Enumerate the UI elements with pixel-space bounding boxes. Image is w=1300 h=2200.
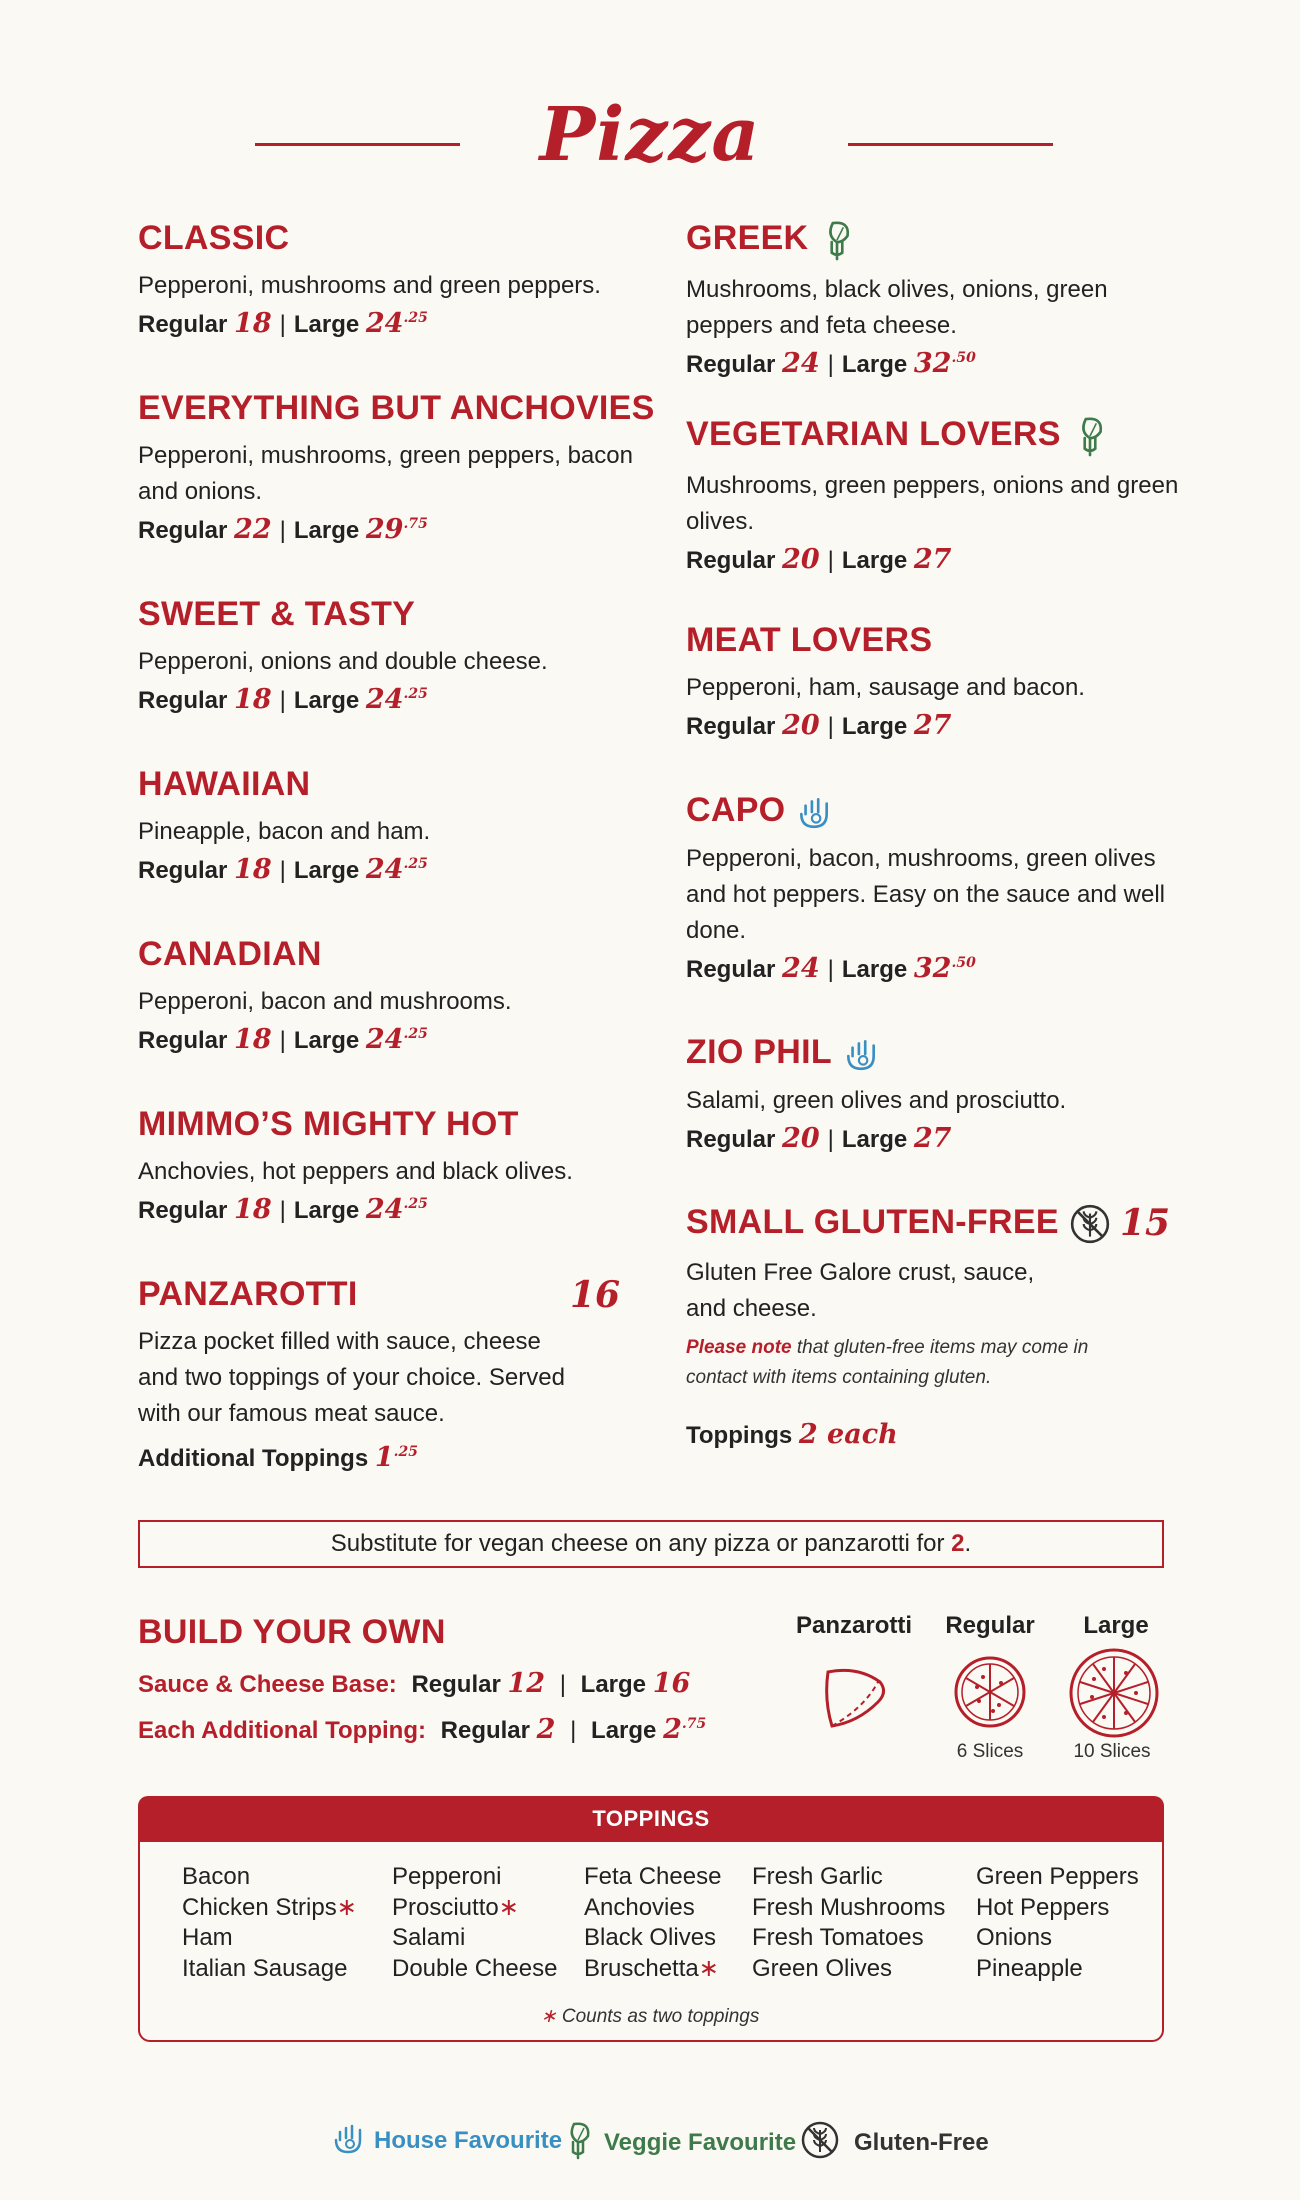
additional-toppings-label: Additional Toppings [138,1445,369,1472]
house-icon [795,793,833,831]
price-line [138,854,658,885]
regular-price: 18 [234,308,272,339]
item-description: Mushrooms, black olives, onions, green peppers and feta cheese. [686,276,1108,340]
large-label: Large [293,311,360,338]
large-label: Large [293,687,360,714]
menu-item [686,218,1186,379]
item-name: CANADIAN [138,935,322,973]
regular-label: Regular [138,857,228,884]
price-line [138,514,658,545]
separator: | [279,857,286,884]
large-price: 27 [913,710,952,741]
regular-price: 18 [234,854,272,885]
separator: | [827,351,834,379]
size-label-regular: Regular [945,1612,1035,1639]
legend-house [330,2120,562,2156]
base-large-price: 16 [652,1668,691,1699]
size-label-panzarotti: Panzarotti [795,1612,912,1639]
item-name: GREEK [686,218,1186,262]
topping-price-line [138,1714,706,1745]
item-name: VEGETARIAN LOVERS [686,414,1186,458]
regular-price: 20 [782,710,820,741]
price-line [686,710,1186,741]
item-name: CAPO [686,790,1186,831]
regular-slices: 6 Slices [956,1741,1024,1762]
menu-item [686,414,1186,575]
large-label: Large [841,547,908,575]
regular-price: 24 [782,953,820,985]
price-line [138,1024,658,1055]
additional-toppings-line [138,1442,658,1473]
topping-item: Fresh Mushrooms [752,1893,946,1921]
regular-label: Regular [686,956,776,984]
item-name: ZIO PHIL [686,1032,1186,1073]
large-price: $24^{.25}$ [365,854,428,885]
topping-item: Feta Cheese [584,1863,722,1890]
separator: | [279,687,286,714]
size-label-large: Large [1083,1612,1149,1639]
large-label: Large [841,956,908,984]
topping-item: Green Peppers [976,1863,1139,1890]
price-line [138,308,658,339]
toppings-column [392,1862,557,1984]
topping-item: Fresh Tomatoes [752,1924,924,1951]
separator: | [279,1027,286,1054]
topping-item: Hot Peppers [976,1893,1110,1921]
topping-item: Fresh Garlic [752,1863,883,1890]
vegan-substitute-note [138,1520,1164,1568]
regular-label: Regular [686,713,776,740]
separator: | [279,517,286,544]
footnote-text: Counts as two toppings [561,2006,760,2027]
gluten-free-icon [1069,1203,1111,1245]
menu-item [138,764,658,885]
gluten-toppings-line: Toppings 2 each [686,1419,898,1451]
large-price: $32^{.50}$ [913,348,976,380]
base-label: Sauce & Cheese Base: [138,1671,397,1698]
item-description: Pepperoni, bacon and mushrooms. [138,988,512,1015]
large-price: 27 [913,1123,952,1155]
item-description: Salami, green olives and prosciutto. [686,1087,1067,1115]
topping-regular-label: Regular [440,1717,530,1744]
item-description: Pepperoni, ham, sausage and bacon. [686,674,1085,701]
house-icon [330,2120,366,2156]
vegan-text: Substitute for vegan cheese on any pizza or panzarotti for [330,1530,945,1557]
price-line [686,544,1186,575]
large-price: $24^{.25}$ [365,1194,428,1225]
toppings-header: TOPPINGS [138,1796,1164,1842]
menu-item [138,1104,658,1225]
topping-large-label: Large [591,1717,657,1744]
large-price: $24^{.25}$ [365,684,428,715]
large-label: Large [293,857,360,884]
menu-item-gluten-free [686,1202,1186,1450]
gluten-free-icon [800,2120,840,2160]
large-pizza-icon [1068,1647,1160,1739]
separator: | [279,1197,286,1224]
topping-item: Bruschetta∗ [584,1954,719,1982]
house-icon [842,1035,880,1073]
topping-item: Anchovies [584,1893,695,1921]
large-label: Large [841,351,908,379]
menu-item [138,594,658,715]
separator: | [279,311,286,338]
topping-item: Bacon [182,1863,251,1890]
topping-item: Double Cheese [392,1954,558,1982]
price-line [686,1123,1186,1154]
topping-item: Pineapple [976,1954,1083,1982]
regular-price: 20 [782,1123,820,1155]
topping-regular-price: 2 [536,1714,556,1745]
regular-label: Regular [138,1197,228,1224]
veggie-icon [560,2120,596,2160]
regular-label: Regular [138,517,228,544]
topping-item: Black Olives [584,1924,717,1951]
price-line [138,684,658,715]
topping-item: Chicken Strips∗ [182,1893,357,1921]
legend-gluten-free-label: Gluten-Free [854,2129,989,2156]
toppings-column [976,1862,1139,1984]
panzarotti-icon [818,1660,892,1730]
topping-item: Salami [392,1924,466,1951]
large-label: Large [841,713,908,740]
legend-house-label: House Favourite [374,2127,563,2154]
legend-gluten-free [800,2120,989,2160]
separator: | [827,1126,834,1154]
menu-item [138,934,658,1055]
large-label: Large [293,517,360,544]
item-name: PANZAROTTI [138,1275,358,1313]
topping-item: Ham [182,1924,233,1951]
item-name: HAWAIIAN [138,765,311,803]
regular-label: Regular [138,1027,228,1054]
item-description: Pepperoni, mushrooms and green peppers. [138,272,601,299]
large-label: Large [841,1126,908,1154]
base-regular-label: Regular [411,1671,501,1698]
regular-price: 20 [782,544,820,576]
page-title: Pizza [539,92,761,178]
large-price: $24^{.25}$ [365,1024,428,1055]
item-description: Pizza pocket filled with sauce, cheese and two toppings of your choice. Served with our famous meat sauce. [138,1328,565,1427]
topping-label: Each Additional Topping: [138,1717,426,1744]
separator: | [570,1717,577,1744]
item-name: EVERYTHING BUT ANCHOVIES [138,389,655,427]
toppings-column [752,1862,945,1984]
vegan-period: . [964,1530,972,1557]
separator: | [827,547,834,575]
item-description: Pineapple, bacon and ham. [138,818,431,845]
regular-price: 24 [782,348,820,380]
item-name: SWEET & TASTY [138,595,416,633]
legend-veggie [560,2120,796,2160]
separator: | [827,713,834,740]
veggie-icon [1071,414,1109,458]
regular-label: Regular [138,687,228,714]
build-your-own-title: BUILD YOUR OWN [138,1613,446,1651]
topping-item: Prosciutto∗ [392,1893,519,1921]
additional-toppings-price: $1^{.25}$ [374,1442,419,1473]
large-price: $29^{.75}$ [365,514,428,545]
regular-price: 22 [234,514,272,545]
item-price: 15 [1120,1202,1171,1244]
base-large-label: Large [580,1671,647,1698]
regular-price: 18 [234,684,272,715]
regular-label: Regular [138,311,228,338]
item-description: Gluten Free Galore crust, sauce, and cheese. [686,1259,1035,1323]
price-line [686,953,1186,984]
item-description: Mushrooms, green peppers, onions and green olives. [686,472,1179,536]
base-price-line [138,1668,690,1699]
regular-pizza-icon [953,1655,1027,1729]
legend-veggie-label: Veggie Favourite [604,2129,797,2156]
item-description: Pepperoni, mushrooms, green peppers, bacon and onions. [138,442,633,505]
regular-label: Regular [686,1126,776,1154]
item-name: MIMMO’S MIGHTY HOT [138,1105,519,1143]
topping-item: Onions [976,1924,1053,1951]
large-price: $32^{.50}$ [913,953,976,985]
item-name: SMALL GLUTEN-FREE [686,1202,1186,1245]
toppings-column [182,1862,357,1984]
item-name: CLASSIC [138,219,290,257]
menu-item [138,388,658,545]
large-label: Large [293,1197,360,1224]
topping-item: Pepperoni [392,1863,502,1890]
price-line [686,348,1186,379]
large-label: Large [293,1027,360,1054]
menu-item-panzarotti [138,1274,658,1473]
large-price: 27 [913,544,952,576]
vegan-price: 2 [951,1530,965,1557]
separator: | [827,956,834,984]
regular-price: 18 [234,1194,272,1225]
item-price: 16 [570,1274,621,1316]
menu-item [686,620,1186,741]
topping-item: Italian Sausage [182,1954,348,1982]
left-column [138,0,658,1500]
toppings-column [584,1862,721,1984]
topping-item: Green Olives [752,1954,893,1982]
footnote-star: ∗ [540,2006,557,2027]
base-regular-price: 12 [507,1668,546,1699]
large-price: $24^{.25}$ [365,308,428,339]
right-column [686,0,1186,1500]
item-description: Anchovies, hot peppers and black olives. [138,1158,573,1185]
regular-label: Regular [686,547,776,575]
menu-item [686,1032,1186,1154]
menu-item [138,218,658,339]
regular-price: 18 [234,1024,272,1055]
gluten-note: Please note that gluten-free items may come in contact with items containing gluten. [686,1337,1089,1389]
veggie-icon [818,218,856,262]
separator: | [559,1671,566,1698]
toppings-footnote [0,2005,1300,2028]
large-slices: 10 Slices [1073,1741,1151,1762]
item-description: Pepperoni, onions and double cheese. [138,648,548,675]
price-line [138,1194,658,1225]
topping-large-price: $2^{.75}$ [663,1714,707,1745]
item-description: Pepperoni, bacon, mushrooms, green olives and hot peppers. Easy on the sauce and well done. [686,845,1165,945]
item-name: MEAT LOVERS [686,621,933,659]
menu-item [686,790,1186,984]
regular-label: Regular [686,351,776,379]
